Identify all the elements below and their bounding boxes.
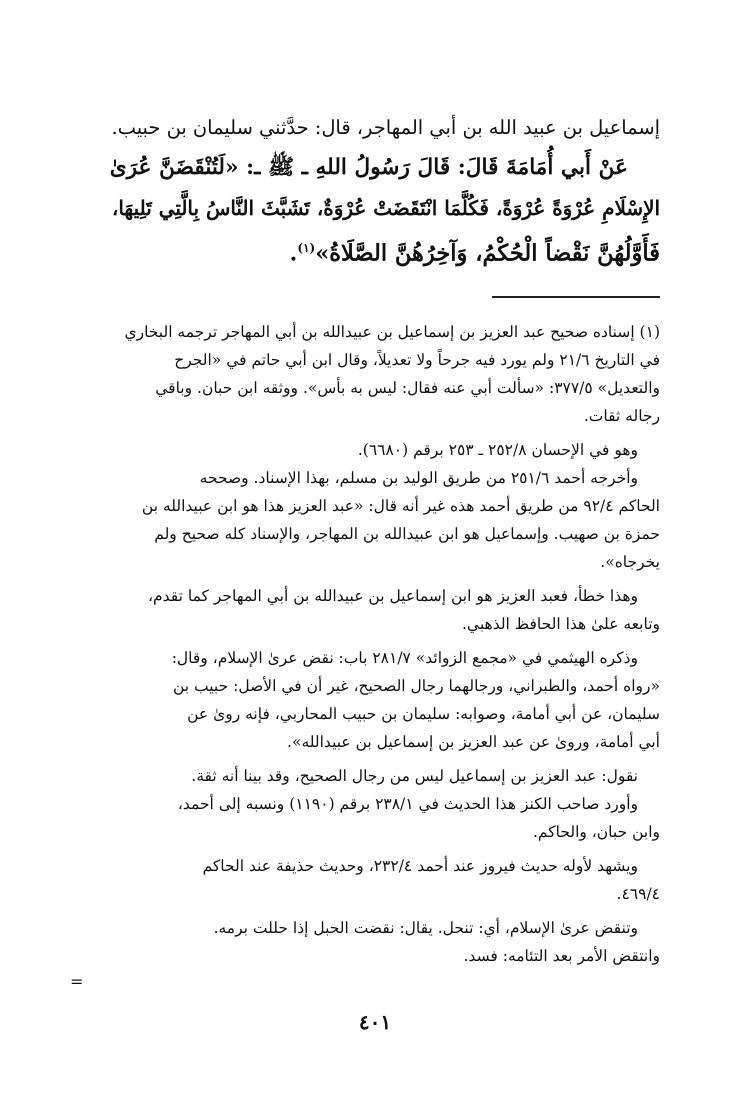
footnote-line: وهذا خطأ، فعبد العزيز هو ابن إسماعيل بن عبيدالله بن أبي المهاجر كما تقدم، bbox=[148, 587, 638, 605]
main-text bbox=[100, 108, 660, 274]
footnote-line: في التاريخ ٢١/٦ ولم يورد فيه جرحاً ولا تعديلاً، وقال ابن أبي حاتم في «الجرح bbox=[174, 351, 660, 369]
margin-mark: = bbox=[70, 972, 84, 991]
footnote-line: وانتقض الأمر بعد التئامه: فسد. bbox=[463, 947, 660, 965]
footnote-line: ويشهد لأوله حديث فيروز عند أحمد ٢٣٢/٤، وحديث حذيفة عند الحاكم bbox=[202, 857, 638, 875]
footnote-line: أبي أمامة، وروىٰ عن عبد العزيز بن إسماعيل بن عبيدالله». bbox=[287, 733, 660, 751]
footnote-line: وذكره الهيثمي في «مجمع الزوائد» ٢٨١/٧ باب: نقض عرىٰ الإسلام، وقال: bbox=[171, 649, 638, 667]
main-text-line: إسماعيل بن عبيد الله بن أبي المهاجر، قال: حدَّثني سليمان بن حبيب. bbox=[111, 116, 660, 139]
hadith-line: الإِسْلَامِ عُرْوَةً عُرْوَةً، فَكُلَّمَا انْتَقَضَتْ عُرْوَةٌ، تَشَبَّثَ النَّاسُ بِالَّتِي تَلِيهَا، bbox=[111, 196, 660, 220]
footnote-line: وهو في الإحسان ٢٥٢/٨ ـ ٢٥٣ برقم (٦٦٨٠). bbox=[357, 441, 638, 459]
footnote-line: الحاكم ٩٢/٤ من طريق أحمد هذه غير أنه قال: «عبد العزيز هذا هو ابن عبيدالله بن bbox=[141, 497, 660, 515]
footnote-line: يخرجاه». bbox=[600, 553, 660, 571]
footnote-line: وابن حبان، والحاكم. bbox=[533, 823, 660, 841]
footnote-line: حمزة بن صهيب. وإسماعيل هو ابن عبيدالله بن المهاجر، والإسناد كله صحيح ولم bbox=[154, 525, 660, 543]
hadith-line: عَنْ أَبي أُمَامَةَ قَالَ: قَالَ رَسُولُ اللهِ ـ ﷺ ـ: «لَتُنْقَضَنَّ عُرَىٰ bbox=[109, 155, 628, 180]
footnote-line: (١) إسناده صحيح عبد العزيز بن إسماعيل بن عبيدالله بن أبي المهاجر ترجمه البخاري bbox=[124, 323, 660, 341]
footnote-line: رجاله ثقات. bbox=[583, 407, 660, 425]
footnotes bbox=[100, 318, 660, 970]
footnote-line: سليمان، عن أبي أمامة، وصوابه: سليمان بن حبيب المحاربي، فإنه روىٰ عن bbox=[187, 705, 660, 723]
footnote-line: والتعديل» ٣٧٧/٥: «سألت أبي عنه فقال: ليس به بأس». ووثقه ابن حبان. وباقي bbox=[155, 379, 660, 397]
footnote-separator bbox=[492, 296, 660, 298]
hadith-line-text: فَأَوَّلُهُنَّ نَقْضاً الْحُكْمُ، وَآخِرُهُنَّ الصَّلَاةُ» bbox=[315, 240, 660, 267]
page-number: ٤٠١ bbox=[358, 1010, 392, 1034]
footnote-line: ٤٦٩/٤. bbox=[616, 885, 660, 903]
footnote-line: وتنقض عرىٰ الإسلام، أي: تنحل. يقال: نقضت الحبل إذا حللت برمه. bbox=[213, 919, 638, 937]
footnote-line: وأخرجه أحمد ٢٥١/٦ من طريق الوليد بن مسلم، بهذا الإسناد. وصححه bbox=[199, 469, 638, 487]
footnote-line: نقول: عبد العزيز بن إسماعيل ليس من رجال الصحيح، وقد بينا أنه ثقة. bbox=[191, 767, 638, 785]
footnote-line: وتابعه علىٰ هذا الحافظ الذهبي. bbox=[462, 615, 660, 633]
footnote-line: «رواه أحمد، والطبراني، ورجالهما رجال الصحيح، غير أن في الأصل: حبيب بن bbox=[173, 677, 660, 695]
footnote-line: وأورد صاحب الكنز هذا الحديث في ٢٣٨/١ برقم (١١٩٠) ونسبه إلى أحمد، bbox=[177, 795, 638, 813]
hadith-line: فَأَوَّلُهُنَّ نَقْضاً الْحُكْمُ، وَآخِرُهُنَّ الصَّلَاةُ»$^{(١)}$. bbox=[289, 240, 660, 267]
footnote-reference: (١) bbox=[297, 241, 316, 255]
